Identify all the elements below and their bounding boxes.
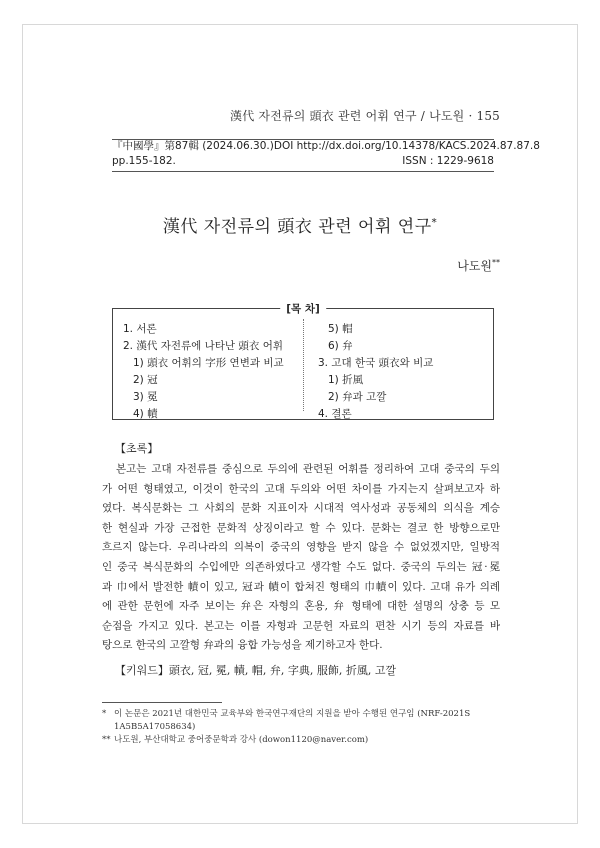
footnote-text: 나도원, 부산대학교 중어중문학과 강사 (dowon1120@naver.com) bbox=[114, 735, 369, 745]
running-header: 漢代 자전류의 頭衣 관련 어휘 연구 / 나도원 · 155 bbox=[230, 109, 500, 123]
toc-item: 1) 折風 bbox=[328, 374, 364, 386]
abstract-body bbox=[102, 460, 500, 656]
toc-heading: [목 차] bbox=[280, 301, 326, 316]
paper-title bbox=[0, 212, 600, 237]
title-footnote-mark[interactable]: * bbox=[431, 217, 438, 229]
article-meta bbox=[112, 139, 540, 169]
journal-info: 『中國學』第87輯 (2024.06.30.) bbox=[112, 140, 274, 152]
abstract-line: 한 현실과 가장 근접한 문화적 상징이라고 할 수 있다. 문화는 결코 한 방향으로만 bbox=[102, 521, 500, 534]
meta-top-rule bbox=[112, 139, 494, 140]
abstract-line: 인 중국 복식문화의 수입에만 의존하였다고 생각할 수도 없다. 중국의 두의는 冠·冕 bbox=[102, 560, 500, 573]
footnote-rule bbox=[102, 702, 222, 703]
footnote-text-continued: 1A5B5A17058634) bbox=[114, 722, 196, 732]
author-name: 나도원 bbox=[457, 259, 492, 273]
toc-item: 2) 弁과 고깔 bbox=[328, 391, 387, 403]
toc-item: 1. 서론 bbox=[123, 323, 157, 335]
toc-item: 2) 冠 bbox=[133, 374, 158, 386]
footnotes bbox=[102, 708, 500, 747]
abstract-line: 본고는 고대 자전류를 중심으로 두의에 관련된 어휘를 정리하여 고대 중국의 두의 bbox=[116, 463, 500, 475]
abstract-line: 과 巾에서 발전한 幘이 있고, 冠과 幘이 합쳐진 형태의 巾幘이 있다. 고대 유가 의례 bbox=[102, 580, 500, 593]
toc-item: 4) 幘 bbox=[133, 408, 158, 420]
toc-item: 3. 고대 한국 頭衣와 비교 bbox=[318, 357, 434, 369]
toc-item: 1) 頭衣 어휘의 字形 연변과 비교 bbox=[133, 357, 284, 369]
toc-item: 5) 帽 bbox=[328, 323, 353, 335]
toc-divider bbox=[303, 319, 304, 411]
abstract-label: 【초록】 bbox=[115, 442, 159, 455]
toc-item: 6) 弁 bbox=[328, 340, 353, 352]
abstract-line: 에 관한 문헌에 자주 보이는 弁은 자형의 혼용, 弁 형태에 대한 설명의 상충 등 모 bbox=[102, 600, 500, 613]
abstract-line: 탕으로 한국의 고깔형 弁과의 융합 가능성을 제기하고자 한다. bbox=[102, 639, 383, 652]
toc-item: 3) 冕 bbox=[133, 391, 158, 403]
doi-link[interactable]: DOI http://dx.doi.org/10.14378/KACS.2024.87.87.8 bbox=[273, 140, 540, 152]
footnote-mark: * bbox=[102, 709, 107, 719]
keywords: 【키워드】頭衣, 冠, 冕, 幘, 帽, 弁, 字典, 服飾, 折風, 고깔 bbox=[115, 664, 397, 677]
footnote-funding bbox=[102, 708, 500, 721]
issn: ISSN : 1229-9618 bbox=[402, 155, 494, 167]
paper-title-text: 漢代 자전류의 頭衣 관련 어휘 연구 bbox=[162, 217, 432, 237]
meta-row-2 bbox=[112, 154, 494, 169]
footnote-author bbox=[102, 734, 500, 747]
abstract-line: 가 어떤 형태였고, 이것이 한국의 고대 두의와 어떤 차이를 가지는지 살펴보고자 하 bbox=[102, 482, 500, 495]
meta-bottom-rule bbox=[112, 171, 494, 172]
toc-item: 2. 漢代 자전류에 나타난 頭衣 어휘 bbox=[123, 340, 283, 352]
meta-row-1 bbox=[112, 139, 540, 154]
abstract-line: 흐르지 않는다. 우리나라의 의복이 중국의 영향을 받지 않을 수 없었겠지만, 일방적 bbox=[102, 541, 500, 554]
footnote-mark: ** bbox=[102, 735, 111, 745]
author bbox=[457, 257, 500, 274]
abstract-line: 였다. 복식문화는 그 사회의 문화 지표이자 시대적 역사성과 공동체의 의식을 계승 bbox=[102, 502, 500, 515]
footnote-text: 이 논문은 2021년 대한민국 교육부와 한국연구재단의 지원을 받아 수행된 연구임 (NRF-2021S bbox=[114, 709, 471, 719]
toc-left-column bbox=[123, 321, 301, 423]
toc-item: 4. 결론 bbox=[318, 408, 352, 420]
author-footnote-mark[interactable]: ** bbox=[492, 258, 500, 267]
abstract-line: 순점을 가지고 있다. 본고는 이를 자형과 고문헌 자료의 편찬 시기 등의 자료를 바 bbox=[102, 619, 500, 632]
toc-right-column bbox=[318, 321, 488, 423]
table-of-contents bbox=[112, 303, 494, 420]
page-range: pp.155-182. bbox=[112, 155, 176, 167]
